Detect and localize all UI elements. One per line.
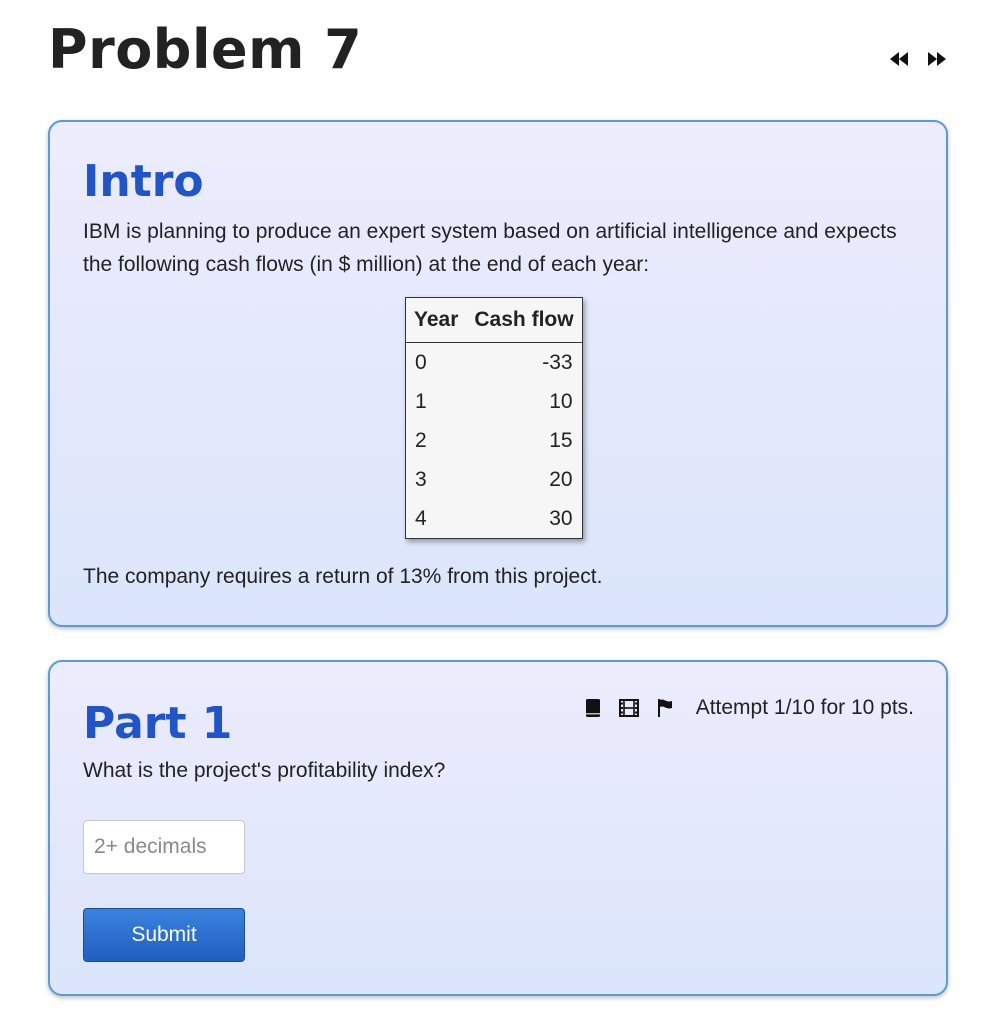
part-1-card bbox=[48, 660, 948, 996]
table-row bbox=[406, 421, 583, 460]
fast-forward-icon[interactable] bbox=[926, 48, 948, 70]
intro-card bbox=[48, 120, 948, 627]
cash-flow-cell: 10 bbox=[549, 389, 573, 413]
rewind-icon[interactable] bbox=[888, 48, 910, 70]
cash-flow-table bbox=[405, 297, 583, 539]
year-cell: 4 bbox=[415, 506, 427, 530]
year-cell: 3 bbox=[415, 467, 427, 491]
table-header-row bbox=[406, 298, 583, 343]
intro-text: IBM is planning to produce an expert system based on artificial intelligence and expects the following cash flows (in $ million) at the end of each year: bbox=[83, 220, 897, 276]
submit-button[interactable]: Submit bbox=[83, 908, 245, 962]
year-cell: 0 bbox=[415, 350, 427, 374]
problem-navigation bbox=[888, 48, 948, 70]
year-cell: 1 bbox=[415, 389, 427, 413]
answer-input[interactable] bbox=[83, 820, 245, 874]
film-icon[interactable] bbox=[618, 697, 640, 719]
attempt-status: Attempt 1/10 for 10 pts. bbox=[695, 696, 914, 719]
flag-icon[interactable] bbox=[654, 697, 676, 719]
table-row bbox=[406, 499, 583, 539]
book-icon[interactable] bbox=[582, 697, 604, 719]
table-row bbox=[406, 382, 583, 421]
page-title: Problem 7 bbox=[48, 18, 363, 81]
table-row bbox=[406, 343, 583, 383]
cash-flow-cell: 20 bbox=[549, 467, 573, 491]
intro-heading: Intro bbox=[83, 156, 204, 207]
part-1-heading: Part 1 bbox=[83, 698, 233, 749]
column-header-year: Year bbox=[406, 298, 467, 343]
cash-flow-cell: 15 bbox=[549, 428, 573, 452]
column-header-cash-flow: Cash flow bbox=[466, 298, 582, 343]
part-1-toolbar bbox=[582, 696, 914, 720]
cash-flow-table-container bbox=[405, 297, 583, 539]
required-return-text: The company requires a return of 13% from this project. bbox=[83, 565, 603, 588]
table-row bbox=[406, 460, 583, 499]
year-cell: 2 bbox=[415, 428, 427, 452]
cash-flow-cell: 30 bbox=[549, 506, 573, 530]
question-text: What is the project's profitability index? bbox=[83, 759, 446, 782]
cash-flow-cell: -33 bbox=[542, 350, 573, 374]
